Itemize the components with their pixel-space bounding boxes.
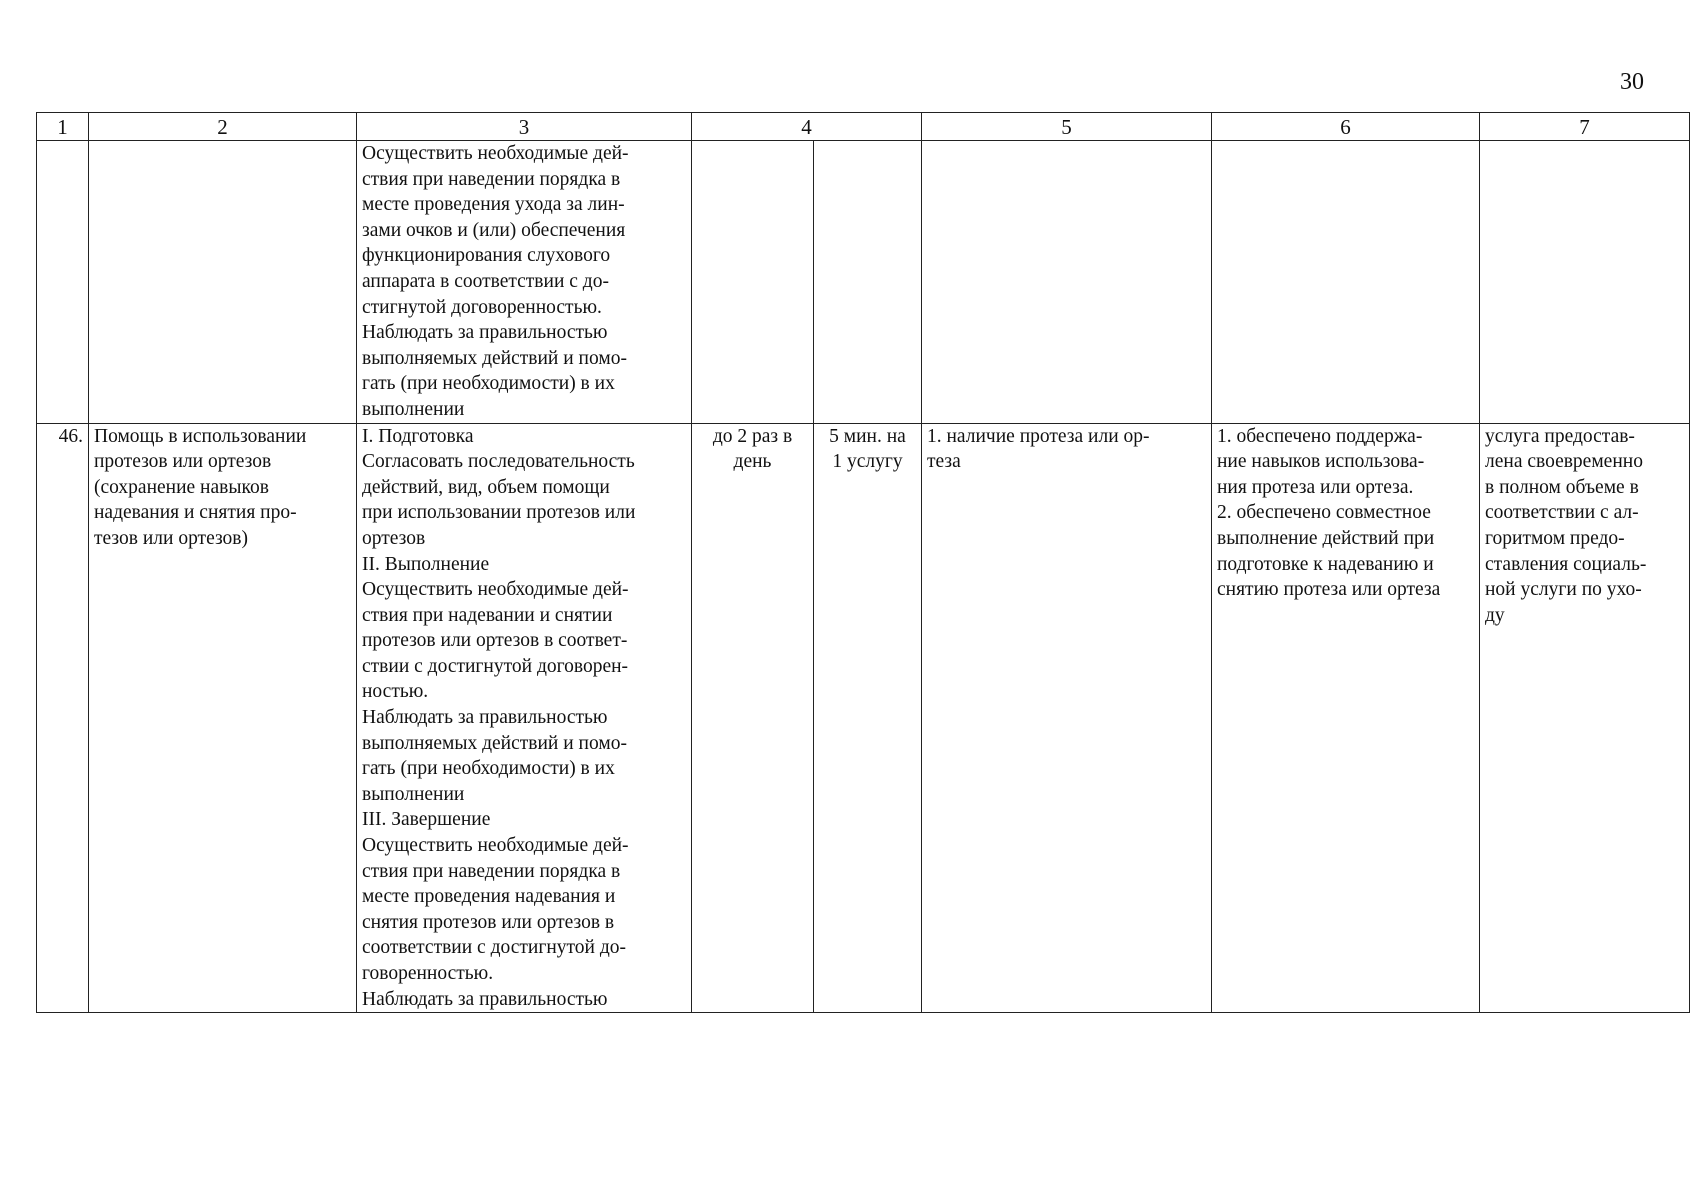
row-number: 46. [58, 425, 83, 447]
table-row-46 [37, 423, 1690, 1013]
cell-procedure [357, 423, 692, 1013]
page-number: 30 [1620, 69, 1644, 95]
cell-duration [814, 141, 922, 424]
table-row-continuation [37, 141, 1690, 424]
header-col-4: 4 [692, 113, 922, 141]
services-table [36, 112, 1690, 1013]
cell-number [37, 423, 89, 1013]
cell-service-name [89, 423, 357, 1013]
header-col-3: 3 [357, 113, 692, 141]
cell-quality [1480, 141, 1690, 424]
cell-frequency [692, 141, 814, 424]
cell-conditions [922, 141, 1212, 424]
cell-procedure [357, 141, 692, 424]
conditions-text: 1. наличие протеза или ор- теза [927, 425, 1150, 473]
procedure-text: I. Подготовка Согласовать последовательность действий, вид, объем помощи при использовании протезов или ортезов II. Выполнение Осуществить необходимые дей- ствия при надевании и снятии протезов или ортезов в соответ- ствии с достигнутой договорен- ностью. Наблюдать за правильностью выполняемых действий и помо- гать (при необходимости) в их выполнении III. Завершение Осуществить необходимые дей- ствия при наведении порядка в месте проведения надевания и снятия протезов или ортезов в соответствии с достигнутой до- говоренностью. Наблюдать за правильностью [362, 425, 636, 1010]
cell-results [1212, 141, 1480, 424]
frequency-text: до 2 раз в день [712, 425, 793, 473]
cell-conditions [922, 423, 1212, 1013]
header-col-1: 1 [37, 113, 89, 141]
results-text: 1. обеспечено поддержа- ние навыков использова- ния протеза или ортеза. 2. обеспечено совместное выполнение действий при подготовке к надеванию и снятию протеза или ортеза [1217, 425, 1441, 601]
cell-service-name [89, 141, 357, 424]
cell-results [1212, 423, 1480, 1013]
header-col-2: 2 [89, 113, 357, 141]
table-header-row [37, 113, 1690, 141]
duration-text: 5 мин. на 1 услугу [829, 425, 906, 473]
procedure-text: Осуществить необходимые дей- ствия при наведении порядка в месте проведения ухода за лин- зами очков и (или) обеспечения функционирования слухового аппарата в соответствии с до- стигнутой договоренностью. Наблюдать за правильностью выполняемых действий и помо- гать (при необходимости) в их выполнении [362, 143, 629, 420]
header-col-7: 7 [1480, 113, 1690, 141]
cell-quality [1480, 423, 1690, 1013]
cell-duration [814, 423, 922, 1013]
header-col-6: 6 [1212, 113, 1480, 141]
quality-text: услуга предостав- лена своевременно в полном объеме в соответствии с ал- горитмом предо- ставления социаль- ной услуги по ухо- ду [1485, 425, 1647, 626]
cell-frequency [692, 423, 814, 1013]
service-name-text: Помощь в использовании протезов или ортезов (сохранение навыков надевания и снятия про- тезов или ортезов) [94, 425, 307, 549]
cell-number [37, 141, 89, 424]
header-col-5: 5 [922, 113, 1212, 141]
